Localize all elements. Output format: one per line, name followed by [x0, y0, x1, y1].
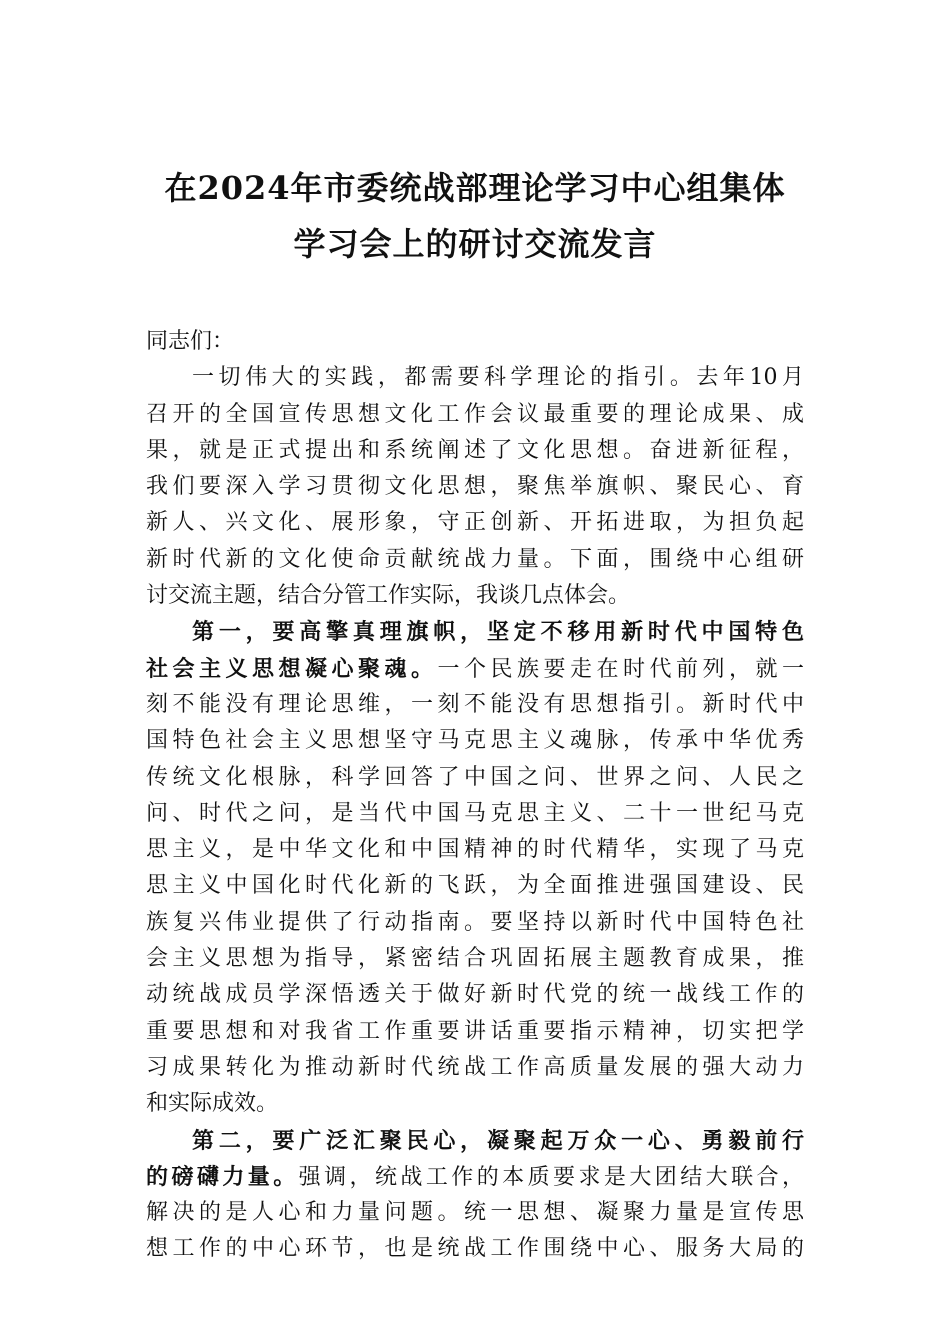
section-heading: 第二，要广泛汇聚民心，凝聚起万众一心、勇毅前行	[192, 1127, 804, 1154]
paragraph-line	[146, 1159, 804, 1195]
paragraph-line: 和实际成效。	[146, 1091, 279, 1117]
title-line: 学习会上的研讨交流发言	[293, 225, 657, 263]
section-heading: 第一，要高擎真理旗帜，坚定不移用新时代中国特色	[192, 619, 804, 646]
paragraph-line: 召开的全国宣传思想文化工作会议最重要的理论成果、成	[146, 401, 804, 427]
paragraph-line: 讨交流主题，结合分管工作实际，我谈几点体会。	[146, 583, 631, 609]
section-heading-end: 社会主义思想凝心聚魂。	[146, 655, 438, 682]
salutation: 同志们：	[146, 329, 235, 354]
section-heading-end: 的磅礴力量。	[146, 1163, 299, 1190]
paragraph-line: 刻不能没有理论思维，一刻不能没有思想指引。新时代中	[146, 691, 804, 717]
paragraph-text: 强调，统战工作的本质要求是大团结大联合，	[298, 1164, 804, 1190]
document-body	[146, 324, 804, 1268]
paragraph-line: 我们要深入学习贯彻文化思想，聚焦举旗帜、聚民心、育	[146, 474, 804, 500]
paragraph-line: 想工作的中心环节，也是统战工作围绕中心、服务大局的	[146, 1236, 804, 1262]
document-title	[148, 160, 802, 272]
paragraph-line: 思主义，是中华文化和中国精神的时代精华，实现了马克	[146, 837, 804, 863]
paragraph-line: 问、时代之问，是当代中国马克思主义、二十一世纪马克	[146, 800, 804, 826]
paragraph-line: 解决的是人心和力量问题。统一思想、凝聚力量是宣传思	[146, 1200, 804, 1226]
title-line: 在2024年市委统战部理论学习中心组集体	[164, 169, 786, 207]
paragraph-line: 思主义中国化时代化新的飞跃，为全面推进强国建设、民	[146, 873, 804, 899]
paragraph-line: 族复兴伟业提供了行动指南。要坚持以新时代中国特色社	[146, 909, 804, 935]
paragraph-line: 一切伟大的实践，都需要科学理论的指引。去年10月	[192, 365, 804, 391]
paragraph-line	[146, 651, 804, 687]
paragraph-line: 习成果转化为推动新时代统战工作高质量发展的强大动力	[146, 1054, 804, 1080]
paragraph-line: 传统文化根脉，科学回答了中国之问、世界之问、人民之	[146, 764, 804, 790]
paragraph-line: 新人、兴文化、展形象，守正创新、开拓进取，为担负起	[146, 510, 804, 536]
paragraph-line: 会主义思想为指导，紧密结合巩固拓展主题教育成果，推	[146, 946, 804, 972]
paragraph-line: 动统战成员学深悟透关于做好新时代党的统一战线工作的	[146, 982, 804, 1008]
paragraph-line: 国特色社会主义思想坚守马克思主义魂脉，传承中华优秀	[146, 728, 804, 754]
paragraph-line: 果，就是正式提出和系统阐述了文化思想。奋进新征程，	[146, 437, 804, 463]
paragraph-text: 一个民族要走在时代前列，就一	[437, 656, 804, 682]
paragraph-line: 重要思想和对我省工作重要讲话重要指示精神，切实把学	[146, 1018, 804, 1044]
paragraph-line: 新时代新的文化使命贡献统战力量。下面，围绕中心组研	[146, 546, 804, 572]
